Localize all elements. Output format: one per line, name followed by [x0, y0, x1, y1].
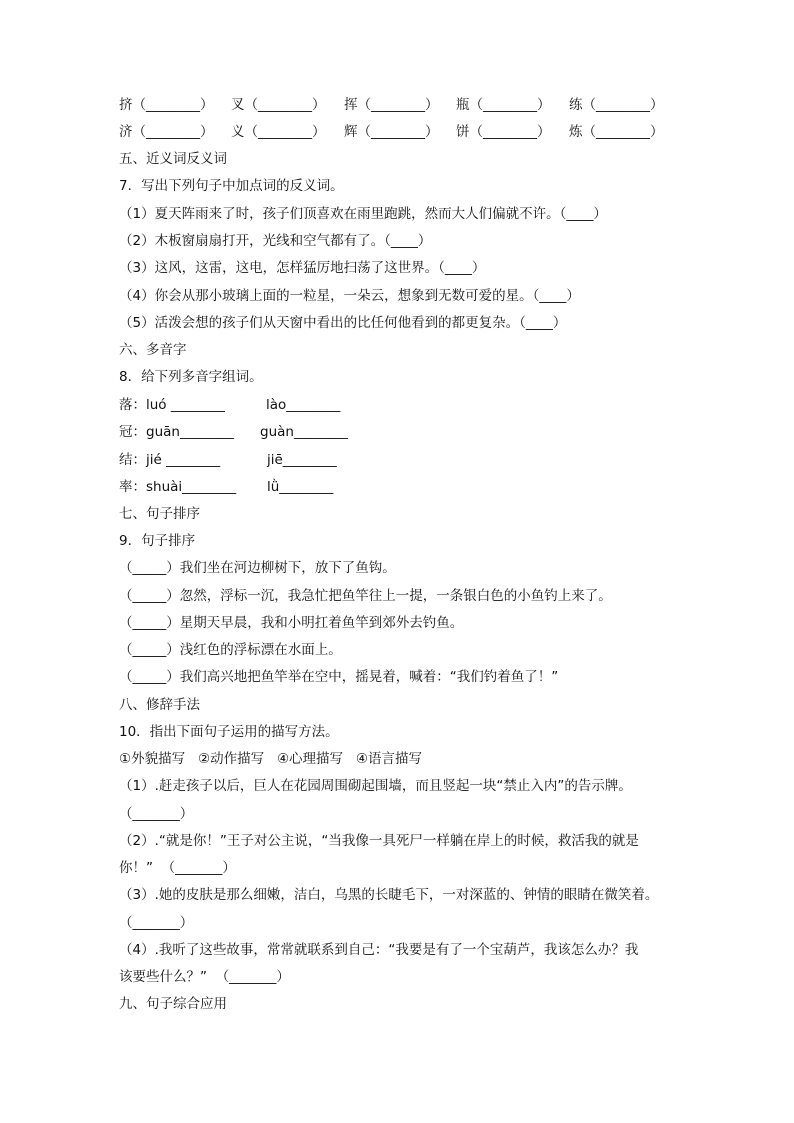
question-9: 9．句子排序 — [119, 533, 196, 549]
question-7-item: （2）木板窗扇扇打开，光线和空气都有了。（____） — [119, 233, 432, 249]
question-8: 8．给下列多音字组词。 — [119, 369, 263, 385]
char-cell: 挥（________） — [344, 97, 439, 113]
sort-item: （_____）浅红色的浮标漂在水面上。 — [119, 642, 342, 658]
question-10: 10．指出下面句子运用的描写方法。 — [119, 724, 339, 740]
question-7-item: （1）夏天阵雨来了时，孩子们顶喜欢在雨里跑跳，然而大人们偏就不许。（____） — [119, 206, 607, 222]
question-10-line: 该要些什么？” （_______） — [119, 969, 290, 985]
polyphone-row — [119, 450, 337, 470]
char-cell: 饼（________） — [456, 124, 551, 140]
question-10-line: （_______） — [119, 806, 194, 822]
question-7-item: （4）你会从那小玻璃上面的一粒星，一朵云，想象到无数可爱的星。（____） — [119, 288, 580, 304]
question-7: 7．写出下列句子中加点词的反义词。 — [119, 178, 344, 194]
section-6-heading: 六、多音字 — [119, 342, 187, 358]
polyphone-char: 冠： — [119, 424, 146, 440]
char-cell: 辉（________） — [344, 124, 439, 140]
polyphone-char: 结： — [119, 452, 146, 468]
pinyin-2: guàn________ — [260, 424, 348, 440]
sort-item: （_____）忽然，浮标一沉，我急忙把鱼竿往上一提，一条银白色的小鱼钓上来了。 — [119, 588, 612, 604]
question-10-line: （_______） — [119, 915, 194, 931]
question-7-item: （3）这风，这雷，这电，怎样猛厉地扫荡了这世界。（____） — [119, 260, 486, 276]
section-9-heading: 九、句子综合应用 — [119, 996, 227, 1012]
question-10-line: （3）.她的皮肤是那么细嫩，洁白，乌黑的长睫毛下，一对深蓝的、钟情的眼睛在微笑着。 — [119, 887, 659, 903]
char-cell: 义（________） — [231, 124, 326, 140]
question-10-line: （4）.我听了这些故事，常常就联系到自己：“我要是有了一个宝葫芦，我该怎么办？我 — [119, 942, 639, 958]
pinyin-1: guān________ — [146, 424, 234, 440]
polyphone-char: 落： — [119, 397, 146, 413]
polyphone-row — [119, 395, 341, 415]
pinyin-1: shuài________ — [146, 479, 237, 495]
char-cell: 瓶（________） — [456, 97, 551, 113]
char-cell: 炼（________） — [569, 124, 664, 140]
question-10-options: ①外貌描写 ②动作描写 ④心理描写 ④语言描写 — [119, 751, 423, 767]
char-cell: 济（________） — [119, 124, 214, 140]
polyphone-char: 率： — [119, 479, 146, 495]
section-7-heading: 七、句子排序 — [119, 506, 200, 522]
sort-item: （_____）我们高兴地把鱼竿举在空中，摇晃着，喊着：“我们钓着鱼了！” — [119, 669, 559, 685]
pinyin-1: luó ________ — [146, 397, 225, 413]
char-cell: 练（________） — [569, 97, 664, 113]
char-cell: 叉（________） — [231, 97, 326, 113]
pinyin-2: jiē________ — [267, 452, 337, 468]
sort-item: （_____）我们坐在河边柳树下，放下了鱼钩。 — [119, 560, 396, 576]
sort-item: （_____）星期天早晨，我和小明扛着鱼竿到郊外去钓鱼。 — [119, 615, 464, 631]
question-7-item: （5）活泼会想的孩子们从天窗中看出的比任何他看到的都更复杂。（____） — [119, 315, 567, 331]
section-8-heading: 八、修辞手法 — [119, 697, 200, 713]
pinyin-2: lǜ________ — [267, 479, 334, 495]
char-cell: 挤（________） — [119, 97, 214, 113]
question-10-line: （1）.赶走孩子以后，巨人在花园周围砌起围墙，而且竖起一块“禁止入内”的告示牌。 — [119, 778, 632, 794]
question-10-line: 你！” （_______） — [119, 860, 236, 876]
polyphone-row — [119, 422, 348, 442]
pinyin-2: lào________ — [266, 397, 341, 413]
question-10-line: （2）.“就是你！”王子对公主说，“当我像一具死尸一样躺在岸上的时候，救活我的就是 — [119, 833, 639, 849]
polyphone-row — [119, 477, 334, 497]
pinyin-1: jié ________ — [146, 452, 221, 468]
section-5-heading: 五、近义词反义词 — [119, 151, 227, 167]
